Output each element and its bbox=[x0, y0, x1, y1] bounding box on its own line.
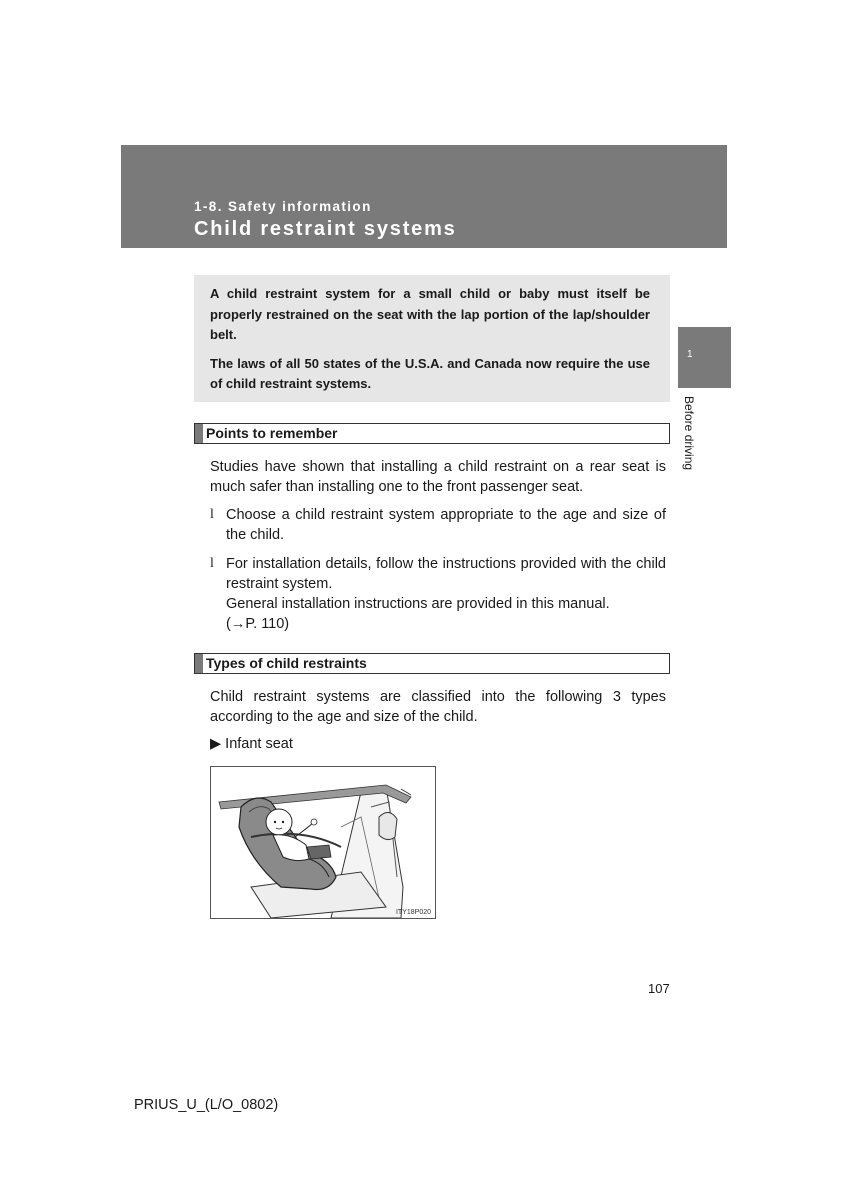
page-title: Child restraint systems bbox=[194, 218, 457, 240]
bullet-marker: l bbox=[210, 507, 214, 522]
infant-seat-label: ▶ Infant seat bbox=[210, 736, 293, 752]
chapter-tab-label: Before driving bbox=[682, 396, 696, 471]
bullet-text: Choose a child restraint system appropriate to the age and size of the child. bbox=[226, 507, 666, 543]
bullet-item bbox=[210, 554, 666, 634]
bullet-item bbox=[210, 505, 666, 545]
footer-code: PRIUS_U_(L/O_0802) bbox=[134, 1097, 279, 1113]
illustration-code: ITY18P020 bbox=[395, 909, 431, 916]
intro-paragraph-1: A child restraint system for a small child or baby must itself be properly restrained on the seat with the lap portion of the lap/shoulder belt. bbox=[210, 286, 650, 342]
types-heading-bar bbox=[194, 653, 670, 674]
bullet-text: For installation details, follow the instructions provided with the child restraint system. bbox=[226, 556, 666, 592]
heading-marker bbox=[195, 424, 203, 443]
points-heading-bar bbox=[194, 423, 670, 444]
types-body: Child restraint systems are classified into the following 3 types according to the age and size of the child. bbox=[210, 689, 666, 725]
chapter-tab bbox=[678, 327, 731, 388]
bullet-text-line: General installation instructions are provided in this manual. bbox=[226, 596, 610, 612]
chapter-tab-number: 1 bbox=[687, 349, 693, 360]
points-heading: Points to remember bbox=[206, 425, 338, 441]
intro-box bbox=[194, 275, 670, 402]
intro-paragraph-2: The laws of all 50 states of the U.S.A. and Canada now require the use of child restraint systems. bbox=[210, 355, 650, 391]
infant-seat-illustration bbox=[210, 766, 436, 919]
section-label: 1-8. Safety information bbox=[194, 199, 372, 214]
bullet-marker: l bbox=[210, 556, 214, 571]
page-reference: (→P. 110) bbox=[226, 616, 290, 632]
points-body: Studies have shown that installing a child restraint on a rear seat is much safer than installing one to the front passenger seat. bbox=[210, 459, 666, 495]
page-number: 107 bbox=[648, 981, 670, 996]
heading-marker bbox=[195, 654, 203, 673]
types-heading: Types of child restraints bbox=[206, 655, 367, 671]
infant-seat-drawing bbox=[211, 767, 435, 918]
